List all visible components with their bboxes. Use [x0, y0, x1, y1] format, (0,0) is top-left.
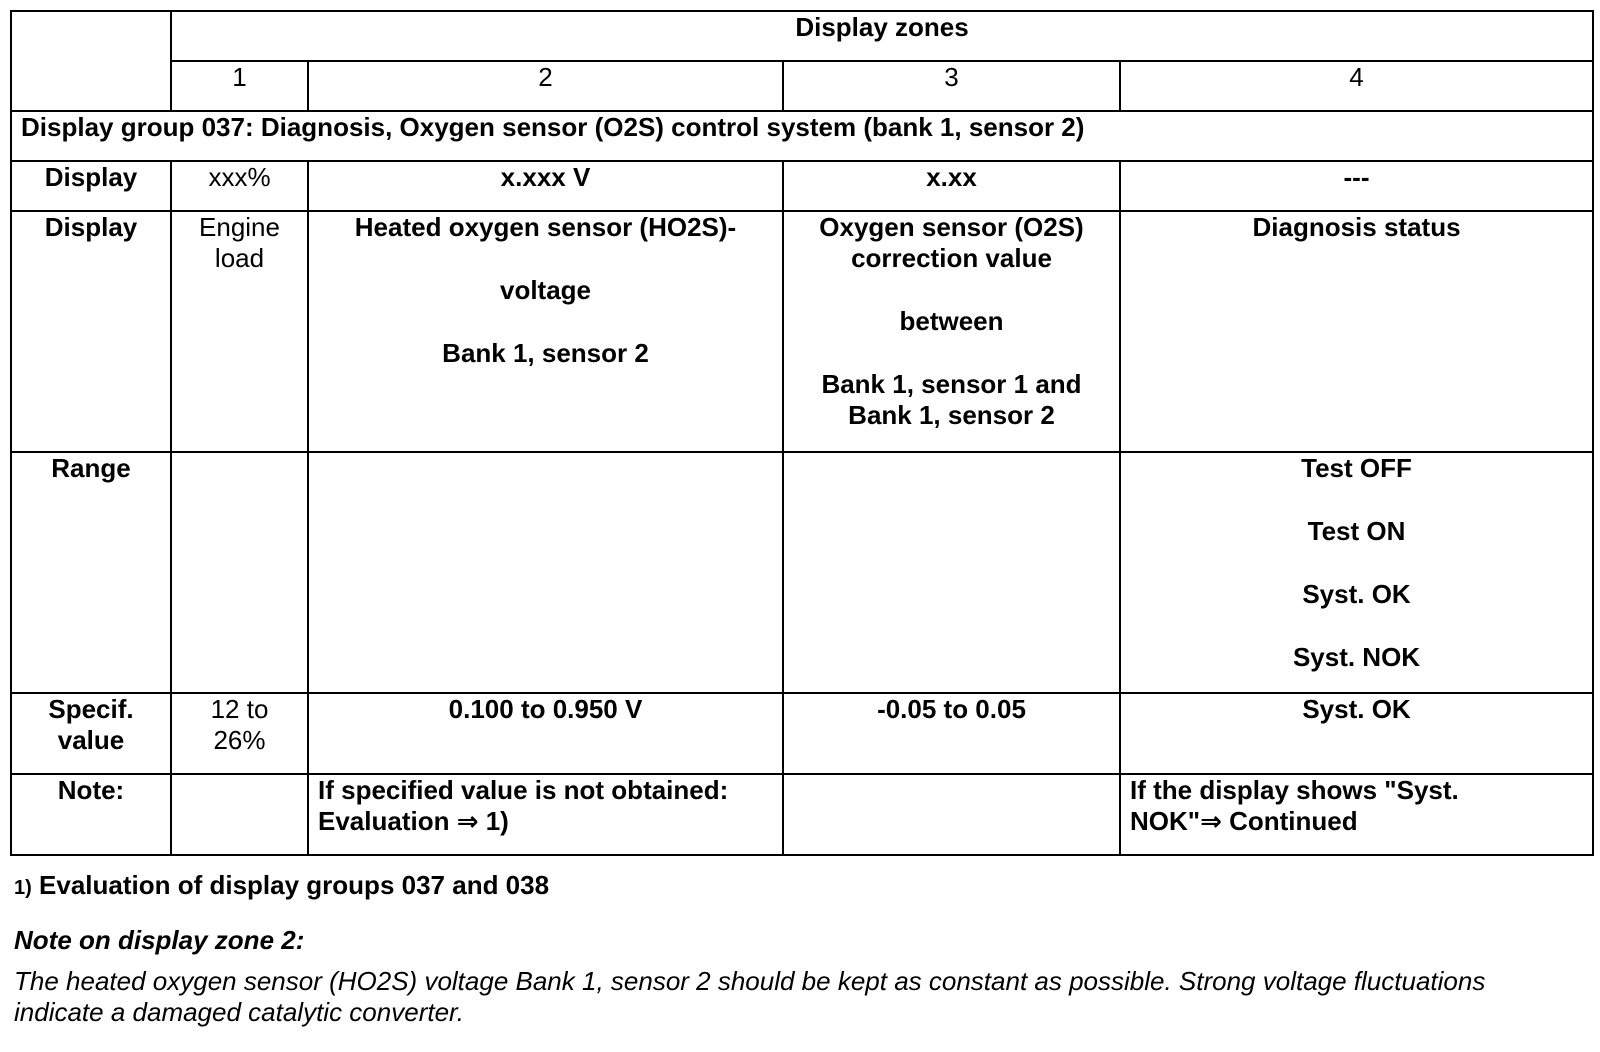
range-syst-ok: Syst. OK	[1302, 579, 1411, 609]
range-test-off: Test OFF	[1301, 453, 1412, 483]
specif-label	[11, 693, 171, 774]
display-format-zone3: x.xx	[783, 161, 1120, 211]
display-desc-zone2	[308, 211, 783, 452]
note-zone4-line-1: If the display shows "Syst.	[1130, 775, 1459, 805]
specif-label-line-2: value	[57, 725, 125, 755]
note-zone4	[1120, 774, 1593, 855]
note-zone3	[783, 774, 1120, 855]
document-page	[10, 10, 1592, 1028]
specif-zone4: Syst. OK	[1120, 693, 1593, 774]
engine-load-line-2: load	[214, 243, 265, 273]
ho2s-line-3: Bank 1, sensor 2	[442, 338, 649, 368]
range-zone2	[308, 452, 783, 693]
zone-number-3: 3	[783, 61, 1120, 111]
o2s-line-3: between	[899, 306, 1004, 336]
note-zone2-line-1: If specified value is not obtained:	[318, 775, 729, 805]
display-desc-zone4: Diagnosis status	[1120, 211, 1593, 452]
display-format-zone4: ---	[1120, 161, 1593, 211]
range-test-on: Test ON	[1307, 516, 1406, 546]
display-group-table	[10, 10, 1594, 856]
range-label: Range	[11, 452, 171, 693]
o2s-line-1: Oxygen sensor (O2S)	[819, 212, 1084, 242]
specif-label-line-1: Specif.	[48, 694, 134, 724]
range-zone1	[171, 452, 308, 693]
note-zone1	[171, 774, 308, 855]
footnote-marker: 1)	[14, 877, 32, 899]
ho2s-line-1: Heated oxygen sensor (HO2S)-	[354, 212, 737, 242]
display-format-zone2: x.xxx V	[308, 161, 783, 211]
specif-zone1	[171, 693, 308, 774]
specif-zone1-line-2: 26%	[213, 725, 266, 755]
range-syst-nok: Syst. NOK	[1292, 642, 1421, 672]
zone-number-2: 2	[308, 61, 783, 111]
o2s-line-5: Bank 1, sensor 2	[848, 400, 1055, 430]
footnote-text: Evaluation of display groups 037 and 038	[31, 870, 550, 900]
engine-load-line-1: Engine	[199, 212, 280, 242]
zone-number-4: 4	[1120, 61, 1593, 111]
range-zone3	[783, 452, 1120, 693]
header-corner-cell	[11, 11, 171, 111]
display-desc-label: Display	[11, 211, 171, 452]
note-body: The heated oxygen sensor (HO2S) voltage Bank 1, sensor 2 should be kept as constant as possible. Strong voltage fluctuations indicate a damaged catalytic converter.	[14, 966, 1486, 1027]
range-zone4	[1120, 452, 1593, 693]
specif-zone2: 0.100 to 0.950 V	[308, 693, 783, 774]
display-zones-header: Display zones	[171, 11, 1593, 61]
note-label: Note:	[11, 774, 171, 855]
display-format-zone1: xxx%	[171, 161, 308, 211]
group-title: Display group 037: Diagnosis, Oxygen sensor (O2S) control system (bank 1, sensor 2)	[11, 111, 1593, 161]
o2s-line-2: correction value	[851, 243, 1052, 273]
footnote	[14, 870, 1592, 901]
specif-zone3: -0.05 to 0.05	[783, 693, 1120, 774]
note-zone2-line-2: Evaluation ⇒ 1)	[318, 806, 509, 836]
note-title: Note on display zone 2:	[14, 925, 305, 955]
note-zone2	[308, 774, 783, 855]
o2s-line-4: Bank 1, sensor 1 and	[821, 369, 1082, 399]
specif-zone1-line-1: 12 to	[210, 694, 269, 724]
zone-number-1: 1	[171, 61, 308, 111]
display-desc-zone3	[783, 211, 1120, 452]
ho2s-line-2: voltage	[499, 275, 592, 305]
display-format-label: Display	[11, 161, 171, 211]
note-zone4-line-2: NOK"⇒ Continued	[1130, 806, 1358, 836]
display-desc-zone1	[171, 211, 308, 452]
